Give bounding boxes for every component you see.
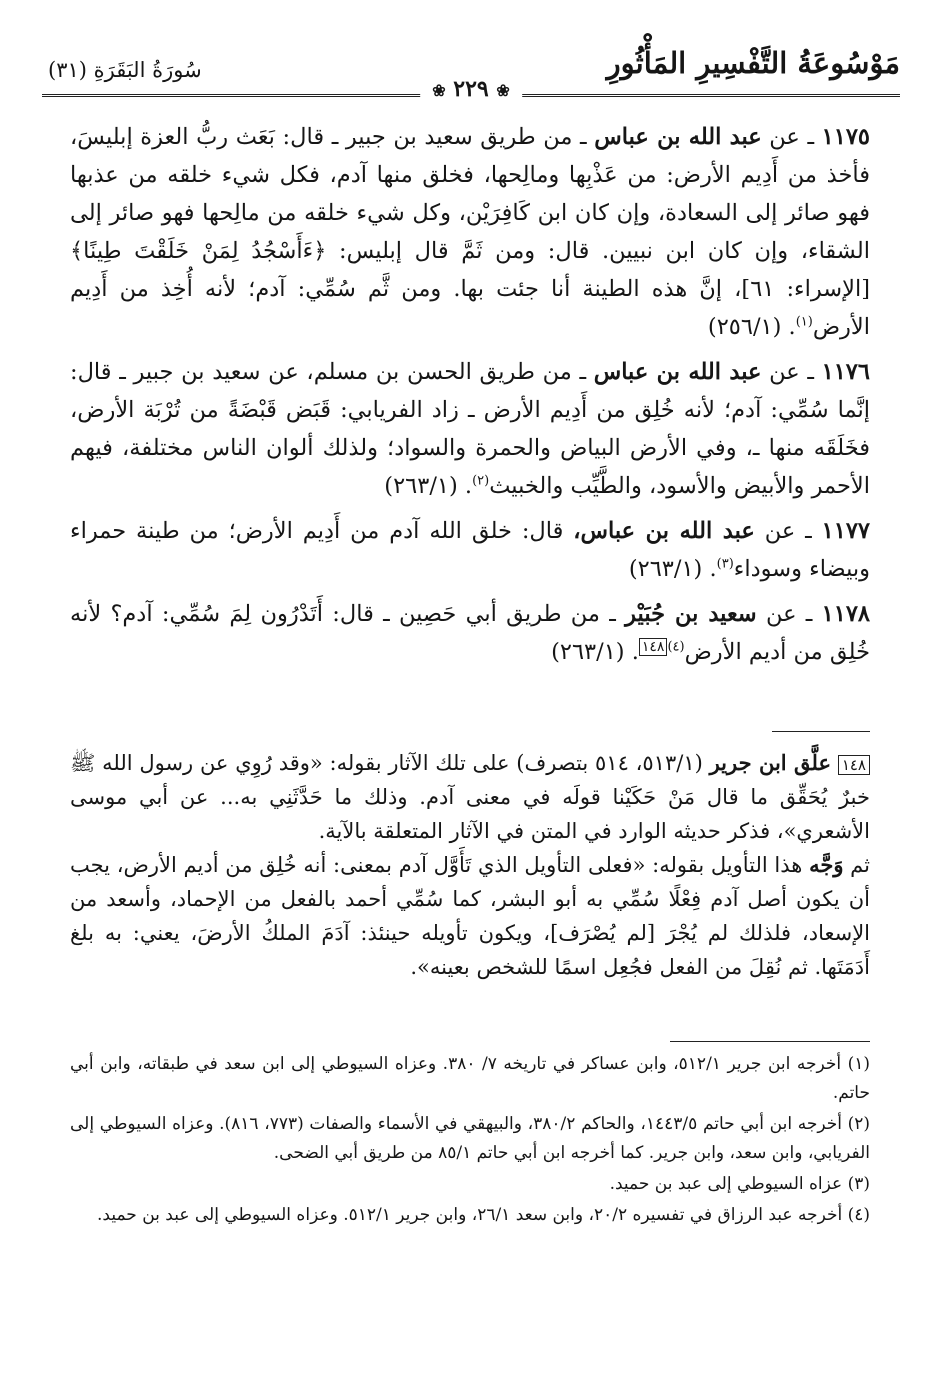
narration-ref: . (٢٦٣/١) (628, 556, 717, 582)
narration-number: ١١٧٦ (821, 359, 870, 385)
narration-ref: . (٢٦٣/١) (551, 639, 639, 665)
narration-source: عبد الله بن عباس، (573, 518, 755, 544)
footnotes (70, 1050, 870, 1232)
narration-number: ١١٧٥ (821, 124, 870, 150)
narration-sep: ـ عن (761, 124, 822, 150)
narration-text: ـ من طريق الحسن بن مسلم، عن سعيد بن جبير ـ قال: إنَّما سُمِّي: آدم؛ لأنه خُلِق من أَدِيم الأرض ـ زاد الفريابي: قَبَض قَبْضَةً من تُرْبَة الأرض، فخَلَقَه منها ـ، وفي الأرض البياض والحمرة والسواد؛ ولذلك ألوان الناس مختلفة، فيهم الأحمر والأبيض والأسود، والطَّيِّب والخبيث (70, 359, 870, 499)
narration-1176 (70, 353, 870, 505)
comment-separator (772, 731, 870, 732)
narrations (70, 118, 870, 678)
narration-1178 (70, 595, 870, 671)
page-header (42, 40, 900, 104)
narration-ref: . (٢٦٣/١) (384, 473, 473, 499)
narration-sep: ـ عن (756, 601, 822, 627)
page-number: ٢٢٩ (453, 76, 489, 102)
footnote-separator (670, 1041, 870, 1042)
footnote-1: (١) أخرجه ابن جرير ٥١٢/١، وابن عساكر في تاريخه ٧/ ٣٨٠. وعزاه السيوطي إلى ابن سعد في طبقاته، وابن أبي حاتم. (70, 1054, 870, 1103)
commentary (70, 746, 870, 984)
narration-1177 (70, 512, 870, 588)
footnote-marker[interactable]: (٢) (472, 473, 490, 489)
commentary-paragraph-2 (70, 848, 870, 984)
narration-text: قال: خلق الله آدم من أَدِيم الأرض؛ من طينة حمراء وبيضاء وسوداء (70, 518, 870, 582)
narration-number: ١١٧٨ (821, 601, 871, 627)
page-number-block (420, 76, 522, 102)
commentary-pre-2: ثم (843, 853, 870, 877)
narration-text: ـ من طريق أبي حَصِين ـ قال: أَتَدْرُون لِمَ سُمِّي: آدم؟ لأنه خُلِق من أديم الأرض (70, 601, 870, 665)
narration-source: عبد الله بن عباس (593, 359, 762, 385)
commentary-text-1: (٥١٣/١، ٥١٤ بتصرف) على تلك الآثار بقوله: «وقد رُوِي عن رسول الله ﷺ خبرٌ يُحَقِّق ما قال مَنْ حَكَيْنا قولَه في معنى آدم. وذلك ما حَدَّثَنِي به... عن أبي موسى الأشعري»، فذكر حديثه الوارد في المتن في الآثار المتعلقة بالآية. (70, 751, 870, 843)
narration-ref: . (٢٥٦/١) (707, 314, 796, 340)
footnote-marker[interactable]: (١) (795, 314, 813, 330)
footnote-3: (٣) عزاه السيوطي إلى عبد بن حميد. (609, 1174, 870, 1194)
narration-sep: ـ عن (754, 518, 822, 544)
left-ornament-icon: ❀ (496, 81, 510, 100)
commentary-bold-2: وَجَّه (809, 852, 844, 877)
book-title: مَوْسُوعَةُ التَّفْسِيرِ المَأْثُورِ (606, 46, 900, 80)
commentary-text-2: هذا التأويل بقوله: «فعلى التأويل الذي تَأَوَّل آدم بمعنى: أنه خُلِق من أديم الأرض، يجب أن يكون أصل آدم فِعْلًا سُمِّي به أبو البشر، كما سُمِّي أحمد بالفعل من الإحماد، وأسعد من الإسعاد، فلذلك لم يُجْرَ [لم يُصْرَف]، ويكون تأويله حينئذ: آدَمَ الملكُ الأرضَ، يعني: به بلغ أَدَمَتَها. ثم نُقِلَ من الفعل فجُعِل اسمًا للشخص بعينه». (70, 853, 870, 979)
narration-sep: ـ عن (761, 359, 822, 385)
narration-source: عبد الله بن عباس (594, 124, 762, 150)
footnote-2: (٢) أخرجه ابن أبي حاتم ١٤٤٣/٥، والحاكم ٣٨٠/٢، والبيهقي في الأسماء والصفات (٧٧٣، ٨١٦). وعزاه السيوطي إلى الفريابي، وابن سعد، وابن جرير. كما أخرجه ابن أبي حاتم ٨٥/١ من طريق أبي الضحى. (70, 1114, 871, 1163)
narration-number: ١١٧٧ (821, 518, 870, 544)
commentary-bold-1: علَّق ابن جرير (709, 750, 832, 775)
comment-box-marker[interactable]: ١٤٨ (639, 638, 668, 656)
footnote-marker[interactable]: (٣) (716, 556, 734, 572)
surah-label: سُورَةُ البَقَرَةِ (٣١) (48, 58, 202, 82)
comment-box-number: ١٤٨ (838, 755, 870, 775)
footnote-marker[interactable]: (٤) (667, 639, 685, 655)
narration-1175 (70, 118, 870, 346)
right-ornament-icon: ❀ (432, 81, 446, 100)
narration-source: سعيد بن جُبَيْر (625, 601, 757, 627)
narration-text: ـ من طريق سعيد بن جبير ـ قال: بَعَث ربُّ العزة إبليسَ، فأخذ من أَدِيم الأرض: من عَذْبِها ومالِحها، فخلق منها آدم، فكل شيء خلقه من عذبها فهو صائر إلى السعادة، وإن كان ابن كَافِرَيْن، وكل شيء خلقه من مالِحها فهو صائر إلى الشقاء، وإن كان ابن نبيين. قال: ومن ثَمَّ قال إبليس: ﴿ءَأَسْجُدُ لِمَنْ خَلَقْتَ طِينًا﴾ [الإسراء: ٦١]، إنَّ هذه الطينة أنا جئت بها. ومن ثَّم سُمِّي: آدم؛ لأنه أُخِذ من أَدِيم الأرض (70, 124, 870, 340)
commentary-paragraph-1 (70, 746, 870, 848)
footnote-4: (٤) أخرجه عبد الرزاق في تفسيره ٢٠/٢، وابن سعد ٢٦/١، وابن جرير ٥١٢/١. وعزاه السيوطي إلى عبد بن حميد. (97, 1205, 870, 1225)
